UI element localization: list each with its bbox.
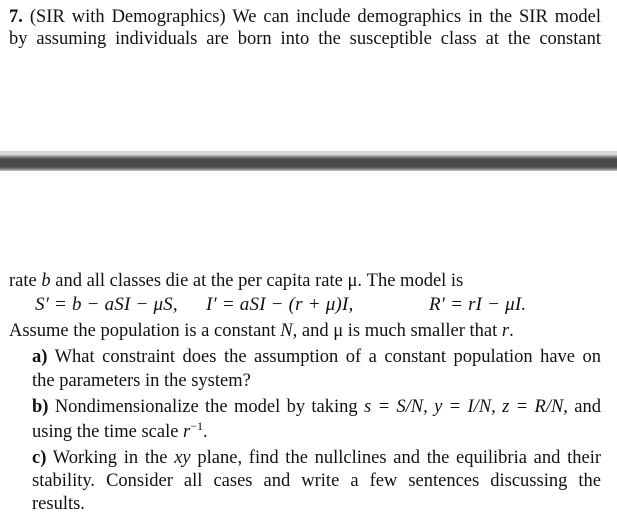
assume-r: r (501, 321, 510, 341)
part-c-line-3: results. (32, 494, 85, 514)
part-b-line2-pre: using the time scale (32, 422, 184, 442)
part-b-line-2 (32, 421, 208, 443)
part-c-post: plane, find the nullclines and the equilibria and their (190, 448, 601, 468)
part-c-xy: xy (174, 448, 191, 468)
part-c-line-1 (32, 447, 601, 469)
part-c-pre: Working in the (52, 448, 175, 468)
line3-pre: rate (9, 271, 42, 291)
part-a-text-1: What constraint does the assumption of a constant population have on (54, 347, 601, 367)
line3-post: and all classes die at the per capita rate μ. The model is (50, 271, 464, 291)
part-b-exponent: −1 (190, 419, 204, 433)
assume-end: . (509, 321, 514, 341)
problem-line-2: by assuming individuals are born into the susceptible class at the constant (9, 29, 601, 49)
problem-line-3 (9, 270, 463, 292)
part-b-text-post: and (567, 397, 602, 417)
separator-band (0, 155, 617, 171)
assume-pre: Assume the population is a constant (9, 321, 281, 341)
part-b-text-pre: Nondimensionalize the model by taking (54, 397, 365, 417)
part-b-line-1 (32, 396, 601, 418)
part-c-line-2: stability. Consider all cases and write a few sentences discussing the (32, 471, 601, 491)
assume-mid: , and μ is much smaller that (292, 321, 502, 341)
part-b-r: r (183, 422, 191, 442)
part-b-label: b) (32, 397, 49, 417)
equation-i: I′ = aSI − (r + μ)I, (206, 294, 354, 315)
assumption-line (9, 320, 514, 342)
problem-title: (SIR with Demographics) (29, 7, 226, 27)
part-b-variables: s = S/N, y = I/N, z = R/N, (364, 397, 568, 417)
problem-number: 7. (9, 7, 23, 27)
equation-s: S′ = b − aSI − μS, (35, 294, 178, 315)
equation-r: R′ = rI − μI. (429, 294, 527, 315)
part-a-label: a) (32, 347, 48, 367)
part-a-line-1 (32, 346, 601, 368)
problem-line-1 (9, 6, 601, 28)
assume-n: N (280, 321, 293, 341)
part-b-end: . (203, 422, 208, 442)
line3-b: b (41, 271, 51, 291)
part-a-line-2: the parameters in the system? (32, 371, 251, 391)
problem-line-1-text: We can include demographics in the SIR model (232, 7, 601, 27)
part-c-label: c) (32, 448, 47, 468)
